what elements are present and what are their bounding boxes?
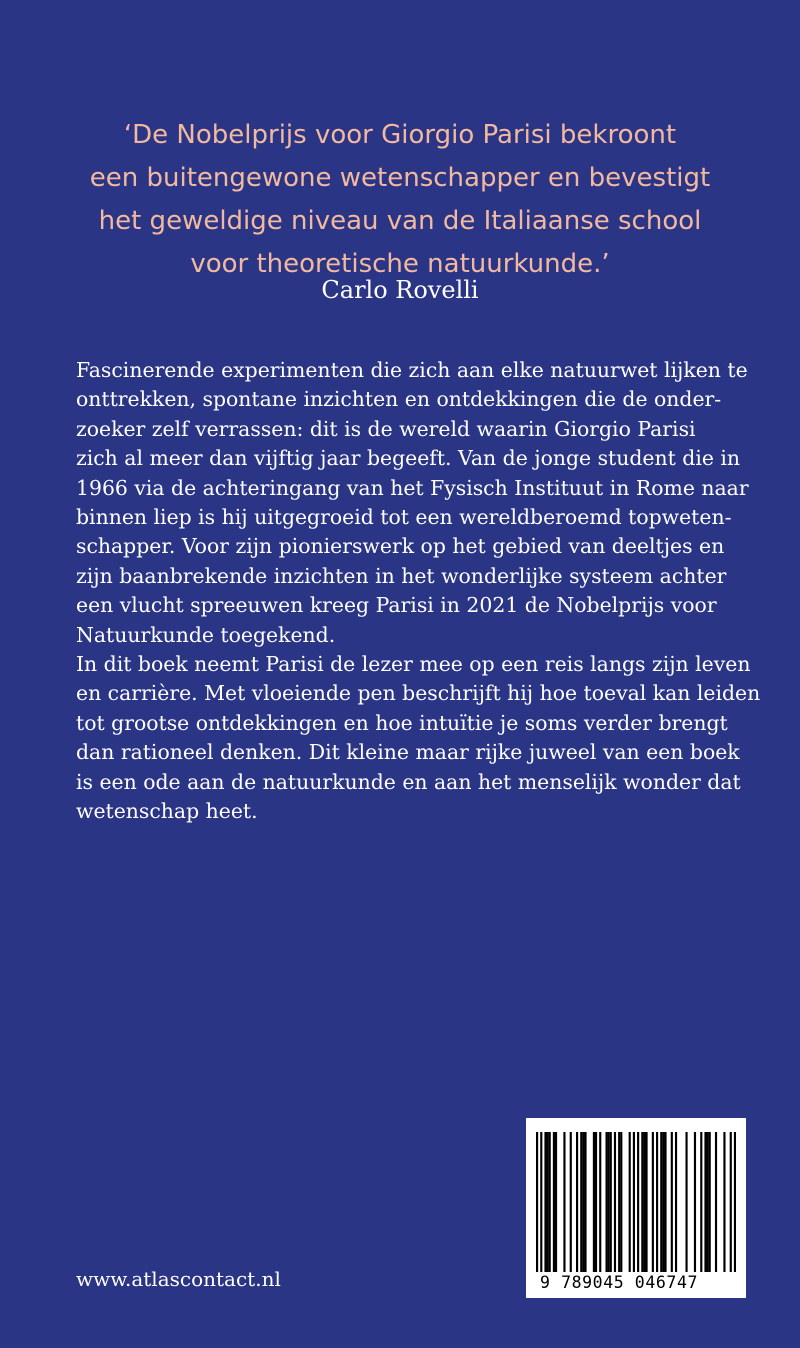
barcode-bar [685, 1132, 687, 1272]
barcode-bar [723, 1132, 725, 1272]
barcode-bar [576, 1132, 578, 1272]
barcode-bar [633, 1132, 635, 1272]
barcode-bar [730, 1132, 732, 1272]
barcode-bar [540, 1132, 542, 1272]
barcode-bar [608, 1132, 610, 1272]
barcode-bar [715, 1132, 717, 1272]
barcode-bar [675, 1132, 677, 1272]
description-line: In dit boek neemt Parisi de lezer mee op een reis langs zijn leven [76, 652, 751, 677]
barcode-bar [555, 1132, 557, 1272]
description-line: zijn baanbrekende inzichten in het wonderlijke systeem achter [76, 563, 727, 588]
barcode-bar [549, 1132, 551, 1272]
quote-line: voor theoretische natuurkunde.’ [190, 249, 610, 279]
barcode-bar [618, 1132, 620, 1272]
description-line: schapper. Voor zijn pionierswerk op het gebied van deeltjes en [76, 534, 725, 559]
barcode-bar [707, 1132, 709, 1272]
description-line: is een ode aan de natuurkunde en aan het menselijk wonder dat [76, 769, 741, 794]
barcode-bar [593, 1132, 595, 1272]
barcode-bar [656, 1132, 658, 1272]
barcode-bar [553, 1132, 555, 1272]
publisher-website-link[interactable]: www.atlascontact.nl [76, 1267, 281, 1291]
barcode-bar [547, 1132, 549, 1272]
description-line: een vlucht spreeuwen kreeg Parisi in 2021 de Nobelprijs voor [76, 593, 717, 618]
barcode-bar [645, 1132, 647, 1272]
barcode-bar [671, 1132, 673, 1272]
blurb-quote [60, 114, 740, 286]
barcode-bar [580, 1132, 582, 1272]
isbn-number: 9 789045 046747 [540, 1273, 699, 1292]
barcode-bar [643, 1132, 645, 1272]
barcode-bar [610, 1132, 612, 1272]
description-line: Fascinerende experimenten die zich aan elke natuurwet lijken te [76, 358, 748, 382]
quote-line: een buitengewone wetenschapper en bevestigt [89, 163, 711, 193]
description-line: dan rationeel denken. Dit kleine maar rijke juweel van een boek [76, 740, 740, 765]
barcode-bar [637, 1132, 639, 1272]
quote-line: het geweldige niveau van de Italiaanse school [98, 206, 702, 236]
barcode-bar [620, 1132, 622, 1272]
barcode-bar [700, 1132, 702, 1272]
description-line: wetenschap heet. [76, 799, 258, 824]
description-line: binnen liep is hij uitgegroeid tot een wereldberoemd topweten- [76, 505, 732, 530]
quote-line: ‘De Nobelprijs voor Giorgio Parisi bekroont [123, 120, 677, 150]
barcode-bar [629, 1132, 631, 1272]
description-line: zoeker zelf verrassen: dit is de wereld waarin Giorgio Parisi [76, 416, 696, 441]
barcode-bar [664, 1132, 666, 1272]
barcode-bar [660, 1132, 662, 1272]
barcode-bar [662, 1132, 664, 1272]
barcode-bar [652, 1132, 654, 1272]
barcode-bar [563, 1132, 565, 1272]
barcode-bar [709, 1132, 711, 1272]
barcode-bar [536, 1132, 538, 1272]
barcode-bar [584, 1132, 586, 1272]
barcode-bar [582, 1132, 584, 1272]
description-line: 1966 via de achteringang van het Fysisch Instituut in Rome naar [76, 475, 749, 500]
barcode-bar [734, 1132, 736, 1272]
barcode-bar [544, 1132, 546, 1272]
barcode-bar [704, 1132, 706, 1272]
barcode-bar [605, 1132, 607, 1272]
barcode-bars [536, 1132, 736, 1272]
barcode-bar [595, 1132, 597, 1272]
description-line: zich al meer dan vijftig jaar begeeft. Van de jonge student die in [76, 446, 741, 471]
description-line: tot grootse ontdekkingen en hoe intuïtie je soms verder brengt [76, 710, 728, 735]
description-line: Natuurkunde toegekend. [76, 622, 336, 647]
barcode-bar [694, 1132, 696, 1272]
barcode-bar [641, 1132, 643, 1272]
book-description [76, 356, 766, 827]
barcode-bar [570, 1132, 572, 1272]
quote-attribution: Carlo Rovelli [321, 276, 479, 304]
barcode-bar [599, 1132, 601, 1272]
description-line: en carrière. Met vloeiende pen beschrijft hij hoe toeval kan leiden [76, 681, 761, 706]
isbn-barcode [526, 1118, 746, 1298]
barcode-bar [614, 1132, 616, 1272]
description-line: onttrekken, spontane inzichten en ontdekkingen die de onder- [76, 387, 722, 412]
